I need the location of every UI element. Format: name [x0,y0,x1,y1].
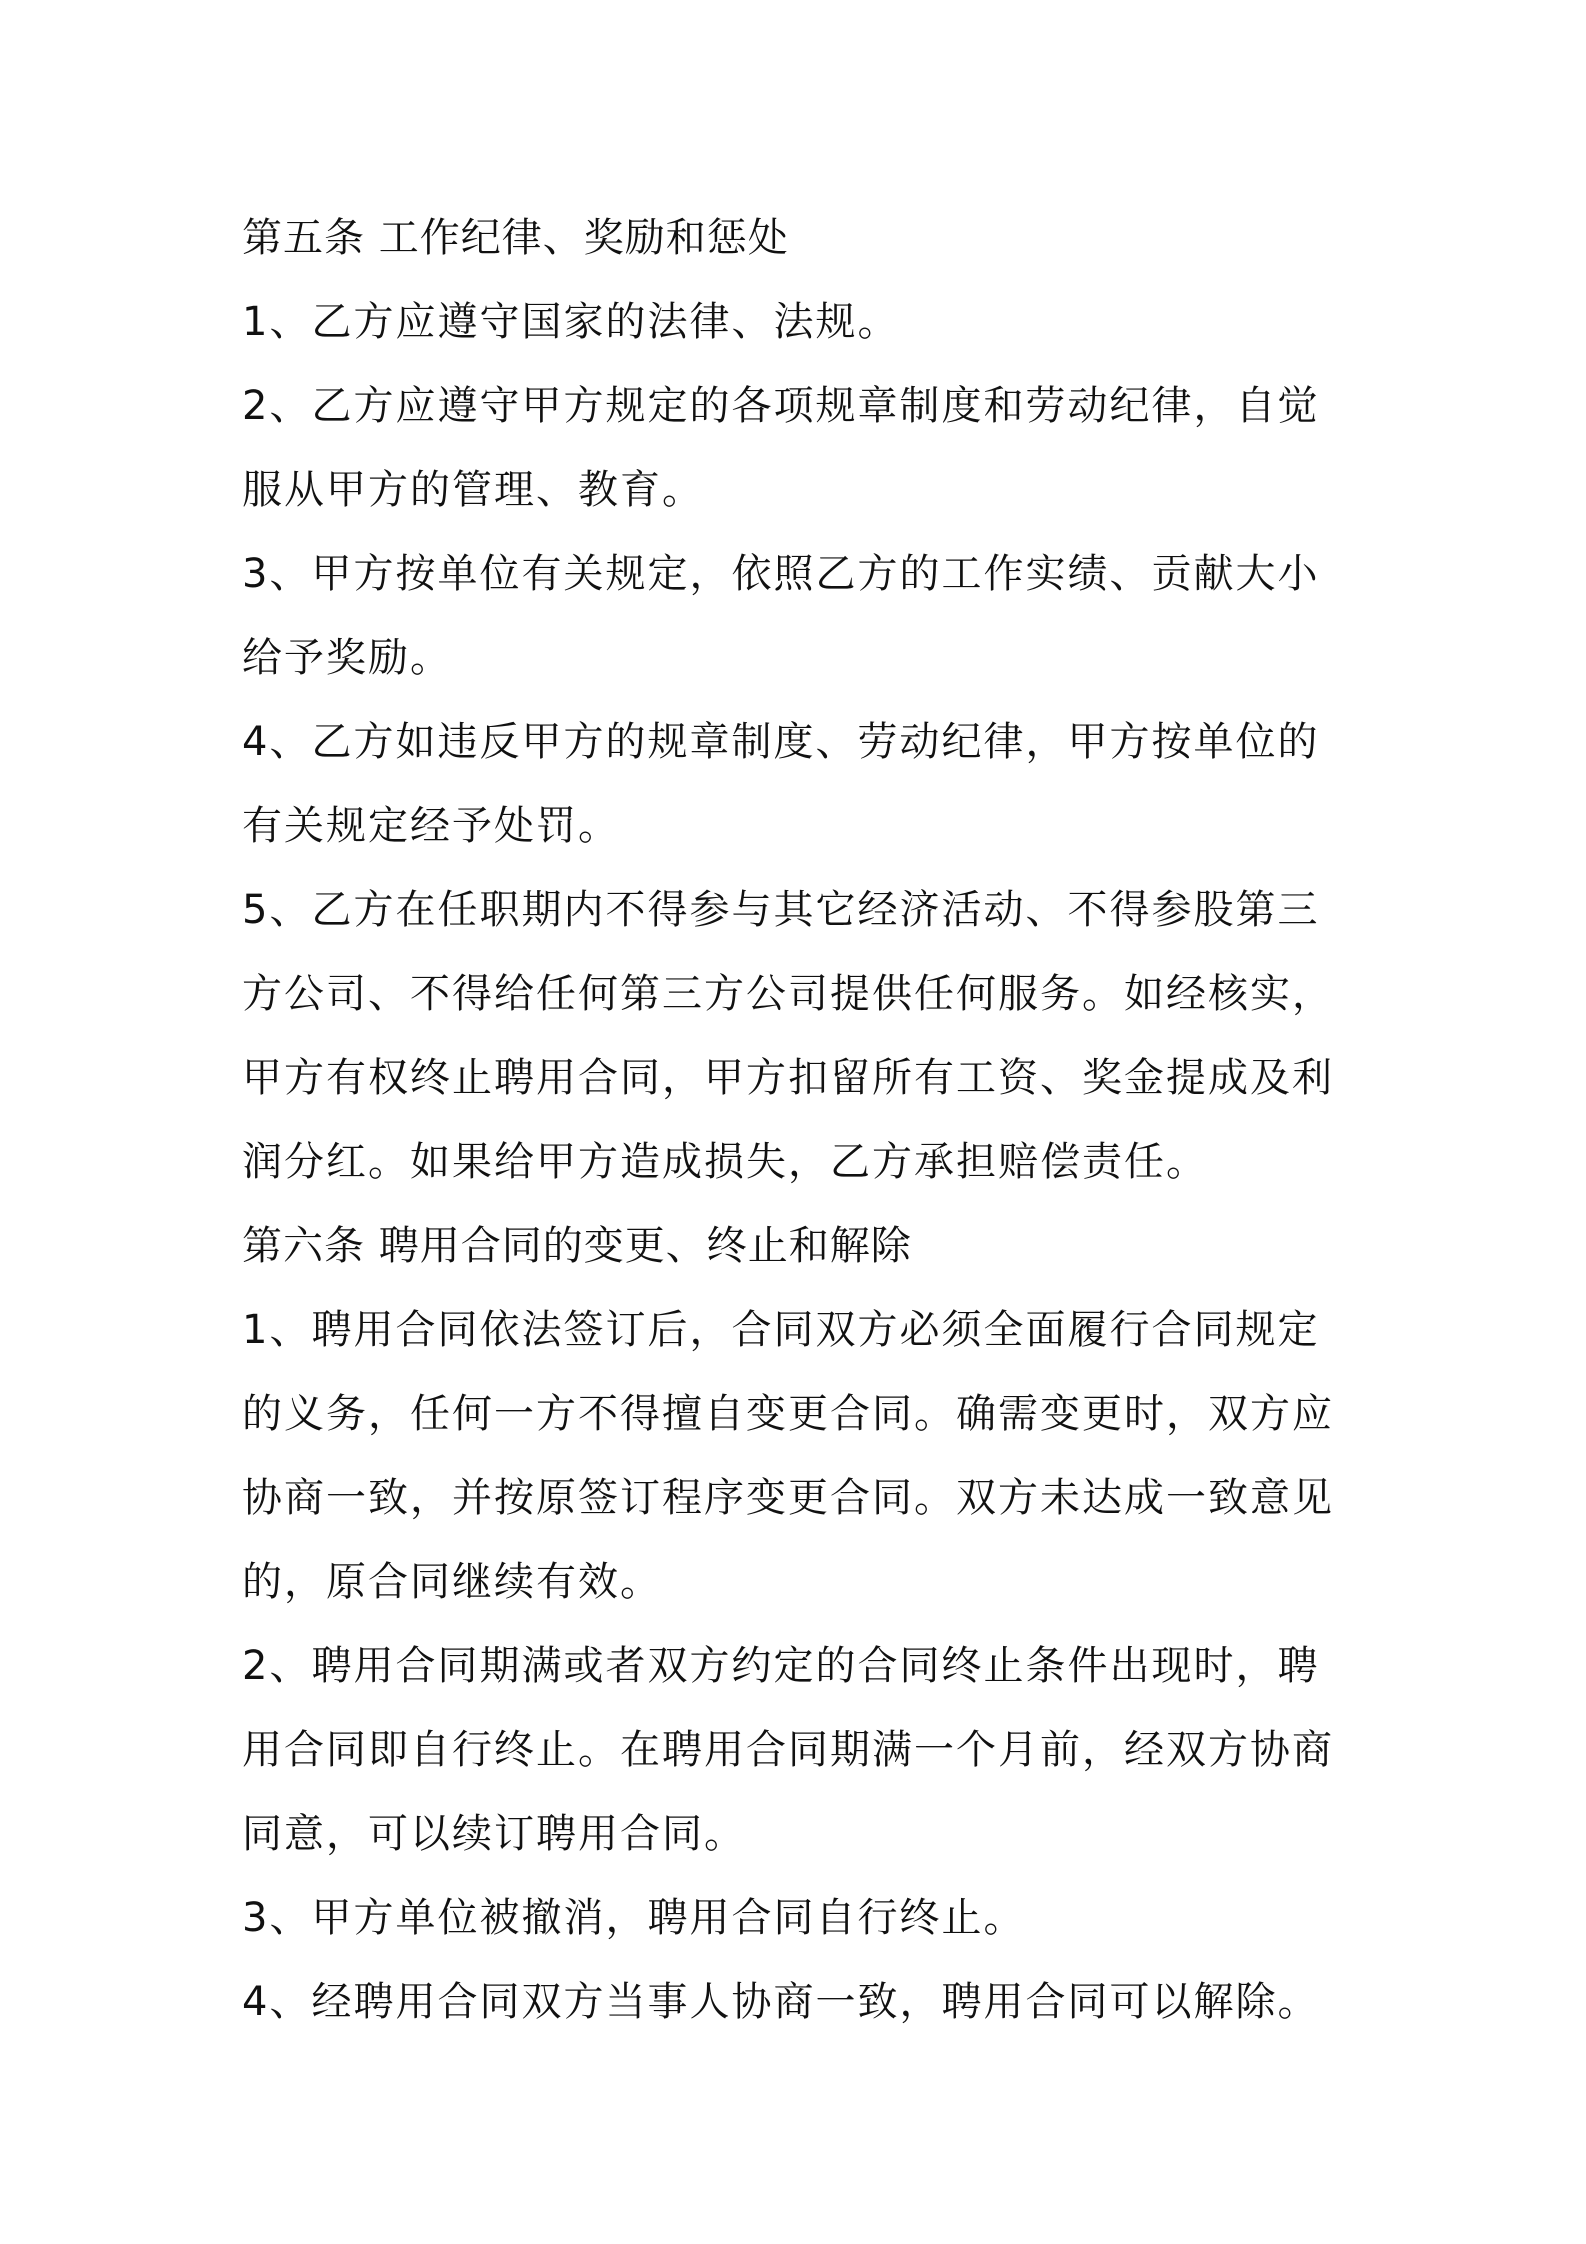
text-line: 甲方有权终止聘用合同，甲方扣留所有工资、奖金提成及利 [242,1055,1334,1101]
text-line: 2、聘用合同期满或者双方约定的合同终止条件出现时，聘 [242,1643,1320,1689]
text-line: 服从甲方的管理、教育。 [242,467,704,513]
text-line: 协商一致，并按原签订程序变更合同。双方未达成一致意见 [242,1475,1334,1521]
text-line: 的义务，任何一方不得擅自变更合同。确需变更时，双方应 [242,1391,1334,1437]
section-heading: 第五条 工作纪律、奖励和惩处 [242,215,789,261]
text-line: 方公司、不得给任何第三方公司提供任何服务。如经核实， [242,971,1334,1017]
section-heading: 第六条 聘用合同的变更、终止和解除 [242,1223,912,1269]
text-line: 有关规定经予处罚。 [242,803,620,849]
text-line: 4、乙方如违反甲方的规章制度、劳动纪律，甲方按单位的 [242,719,1320,765]
text-line: 2、乙方应遵守甲方规定的各项规章制度和劳动纪律，自觉 [242,383,1320,429]
text-line: 3、甲方单位被撤消，聘用合同自行终止。 [242,1895,1026,1941]
document-body [242,196,1362,2044]
text-line: 1、聘用合同依法签订后，合同双方必须全面履行合同规定 [242,1307,1320,1353]
text-line: 1、乙方应遵守国家的法律、法规。 [242,299,900,345]
text-line: 的，原合同继续有效。 [242,1559,662,1605]
text-line: 润分红。如果给甲方造成损失，乙方承担赔偿责任。 [242,1139,1208,1185]
text-line: 用合同即自行终止。在聘用合同期满一个月前，经双方协商 [242,1727,1334,1773]
text-line: 给予奖励。 [242,635,452,681]
text-line: 5、乙方在任职期内不得参与其它经济活动、不得参股第三 [242,887,1320,933]
text-line: 3、甲方按单位有关规定，依照乙方的工作实绩、贡献大小 [242,551,1320,597]
text-line: 4、经聘用合同双方当事人协商一致，聘用合同可以解除。 [242,1979,1320,2025]
text-line: 同意，可以续订聘用合同。 [242,1811,746,1857]
